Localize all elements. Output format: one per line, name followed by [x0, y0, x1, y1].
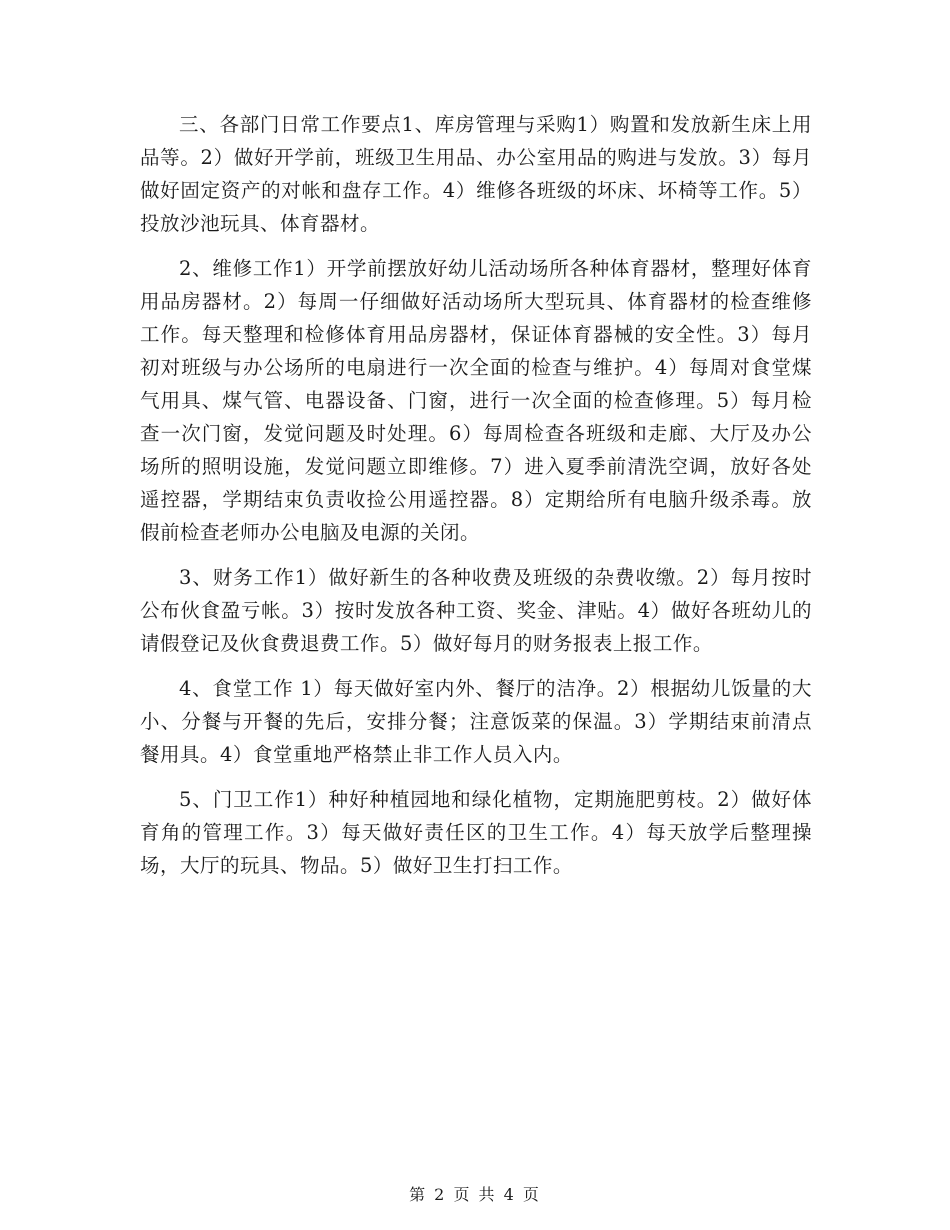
- paragraph-department-duties: 三、各部门日常工作要点1、库房管理与采购1）购置和发放新生床上用品等。2）做好开学前，班级卫生用品、办公室用品的购进与发放。3）每月做好固定资产的对帐和盘存工作。4）维修各班级的坏床、坏椅等工作。5）投放沙池玩具、体育器材。: [140, 113, 812, 235]
- paragraph-canteen: 4、食堂工作 1）每天做好室内外、餐厅的洁净。2）根据幼儿饭量的大小、分餐与开餐的先后，安排分餐；注意饭菜的保温。3）学期结束前清点餐用具。4）食堂重地严格禁止非工作人员入内。: [140, 677, 812, 766]
- paragraph-maintenance: 2、维修工作1）开学前摆放好幼儿活动场所各种体育器材，整理好体育用品房器材。2）每周一仔细做好活动场所大型玩具、体育器材的检查维修工作。每天整理和检修体育用品房器材，保证体育器械的安全性。3）每月初对班级与办公场所的电扇进行一次全面的检查与维护。4）每周对食堂煤气用具、煤气管、电器设备、门窗，进行一次全面的检查修理。5）每月检查一次门窗，发觉问题及时处理。6）每周检查各班级和走廊、大厅及办公场所的照明设施，发觉问题立即维修。7）进入夏季前清洗空调，放好各处遥控器，学期结束负责收捡公用遥控器。8）定期给所有电脑升级杀毒。放假前检查老师办公电脑及电源的关闭。: [140, 257, 812, 544]
- page-number-footer: 第 2 页 共 4 页: [409, 1185, 541, 1204]
- paragraph-gatekeeper: 5、门卫工作1）种好种植园地和绿化植物，定期施肥剪枝。2）做好体育角的管理工作。3）每天做好责任区的卫生工作。4）每天放学后整理操场，大厅的玩具、物品。5）做好卫生打扫工作。: [140, 788, 812, 877]
- document-body: [140, 108, 812, 894]
- paragraph-finance: 3、财务工作1）做好新生的各种收费及班级的杂费收缴。2）每月按时公布伙食盈亏帐。3）按时发放各种工资、奖金、津贴。4）做好各班幼儿的请假登记及伙食费退费工作。5）做好每月的财务报表上报工作。: [140, 566, 812, 655]
